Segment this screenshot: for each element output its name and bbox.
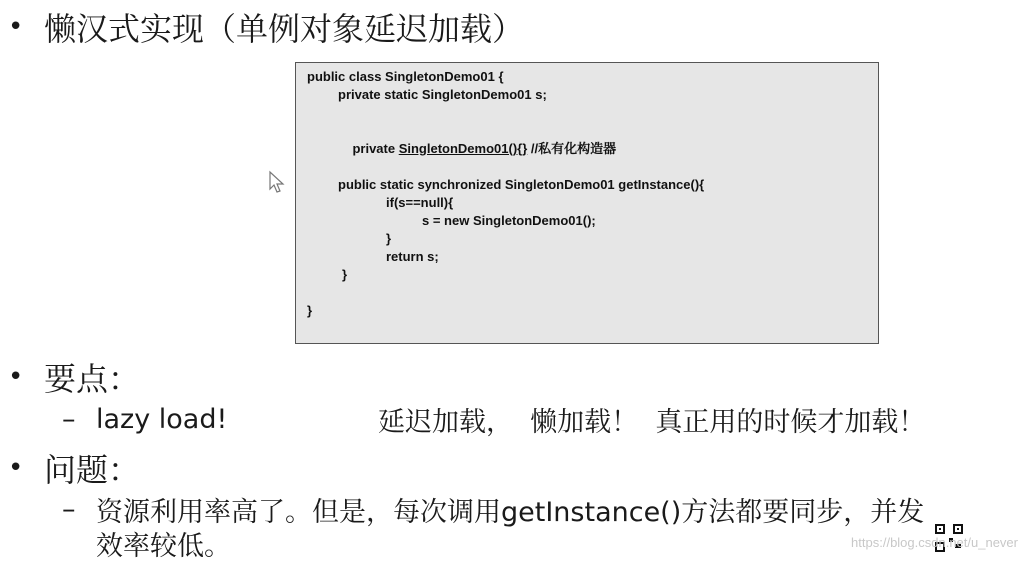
code-private: private	[352, 141, 399, 156]
code-line-3	[338, 123, 616, 172]
code-line-9: }	[342, 267, 348, 282]
code-line-2: private static SingletonDemo01 s;	[338, 87, 547, 102]
issues-title: 问题：	[44, 451, 141, 489]
cursor-arrow-icon	[268, 170, 286, 194]
code-constructor: SingletonDemo01(){}	[398, 141, 528, 156]
code-line-7: }	[386, 231, 392, 246]
issues-heading	[8, 445, 140, 491]
issues-line-1: 资源利用率高了。但是，每次调用getInstance()方法都要同步，并发	[96, 497, 925, 528]
heading	[8, 4, 524, 50]
code-line-5: if(s==null){	[386, 195, 454, 210]
code-line-8: return s;	[386, 249, 439, 264]
dash-marker: –	[62, 404, 76, 435]
code-line-10: }	[307, 303, 313, 318]
points-item-b: 延迟加载， 懒加载！ 真正用的时候才加载！	[378, 407, 926, 438]
code-comment: //私有化构造器	[527, 141, 617, 156]
issues-item-continued	[96, 524, 231, 563]
bullet-marker: •	[8, 453, 24, 483]
code-line-4: public static synchronized SingletonDemo01 getInstance(){	[338, 177, 705, 192]
code-box	[295, 62, 879, 344]
code-line-6: s = new SingletonDemo01();	[422, 213, 596, 228]
watermark: https://blog.csdn.net/u_never	[851, 535, 1018, 550]
points-title: 要点：	[44, 360, 141, 398]
code-line-1: public class SingletonDemo01 {	[307, 69, 504, 84]
points-item	[62, 400, 925, 439]
issues-line-2: 效率较低。	[96, 531, 231, 562]
points-item-a: lazy load!	[96, 404, 228, 435]
bullet-marker: •	[8, 362, 24, 392]
dash-marker: –	[62, 494, 76, 525]
bullet-marker: •	[8, 12, 24, 42]
heading-text: 懒汉式实现（单例对象延迟加载）	[44, 10, 525, 48]
points-heading	[8, 354, 140, 400]
